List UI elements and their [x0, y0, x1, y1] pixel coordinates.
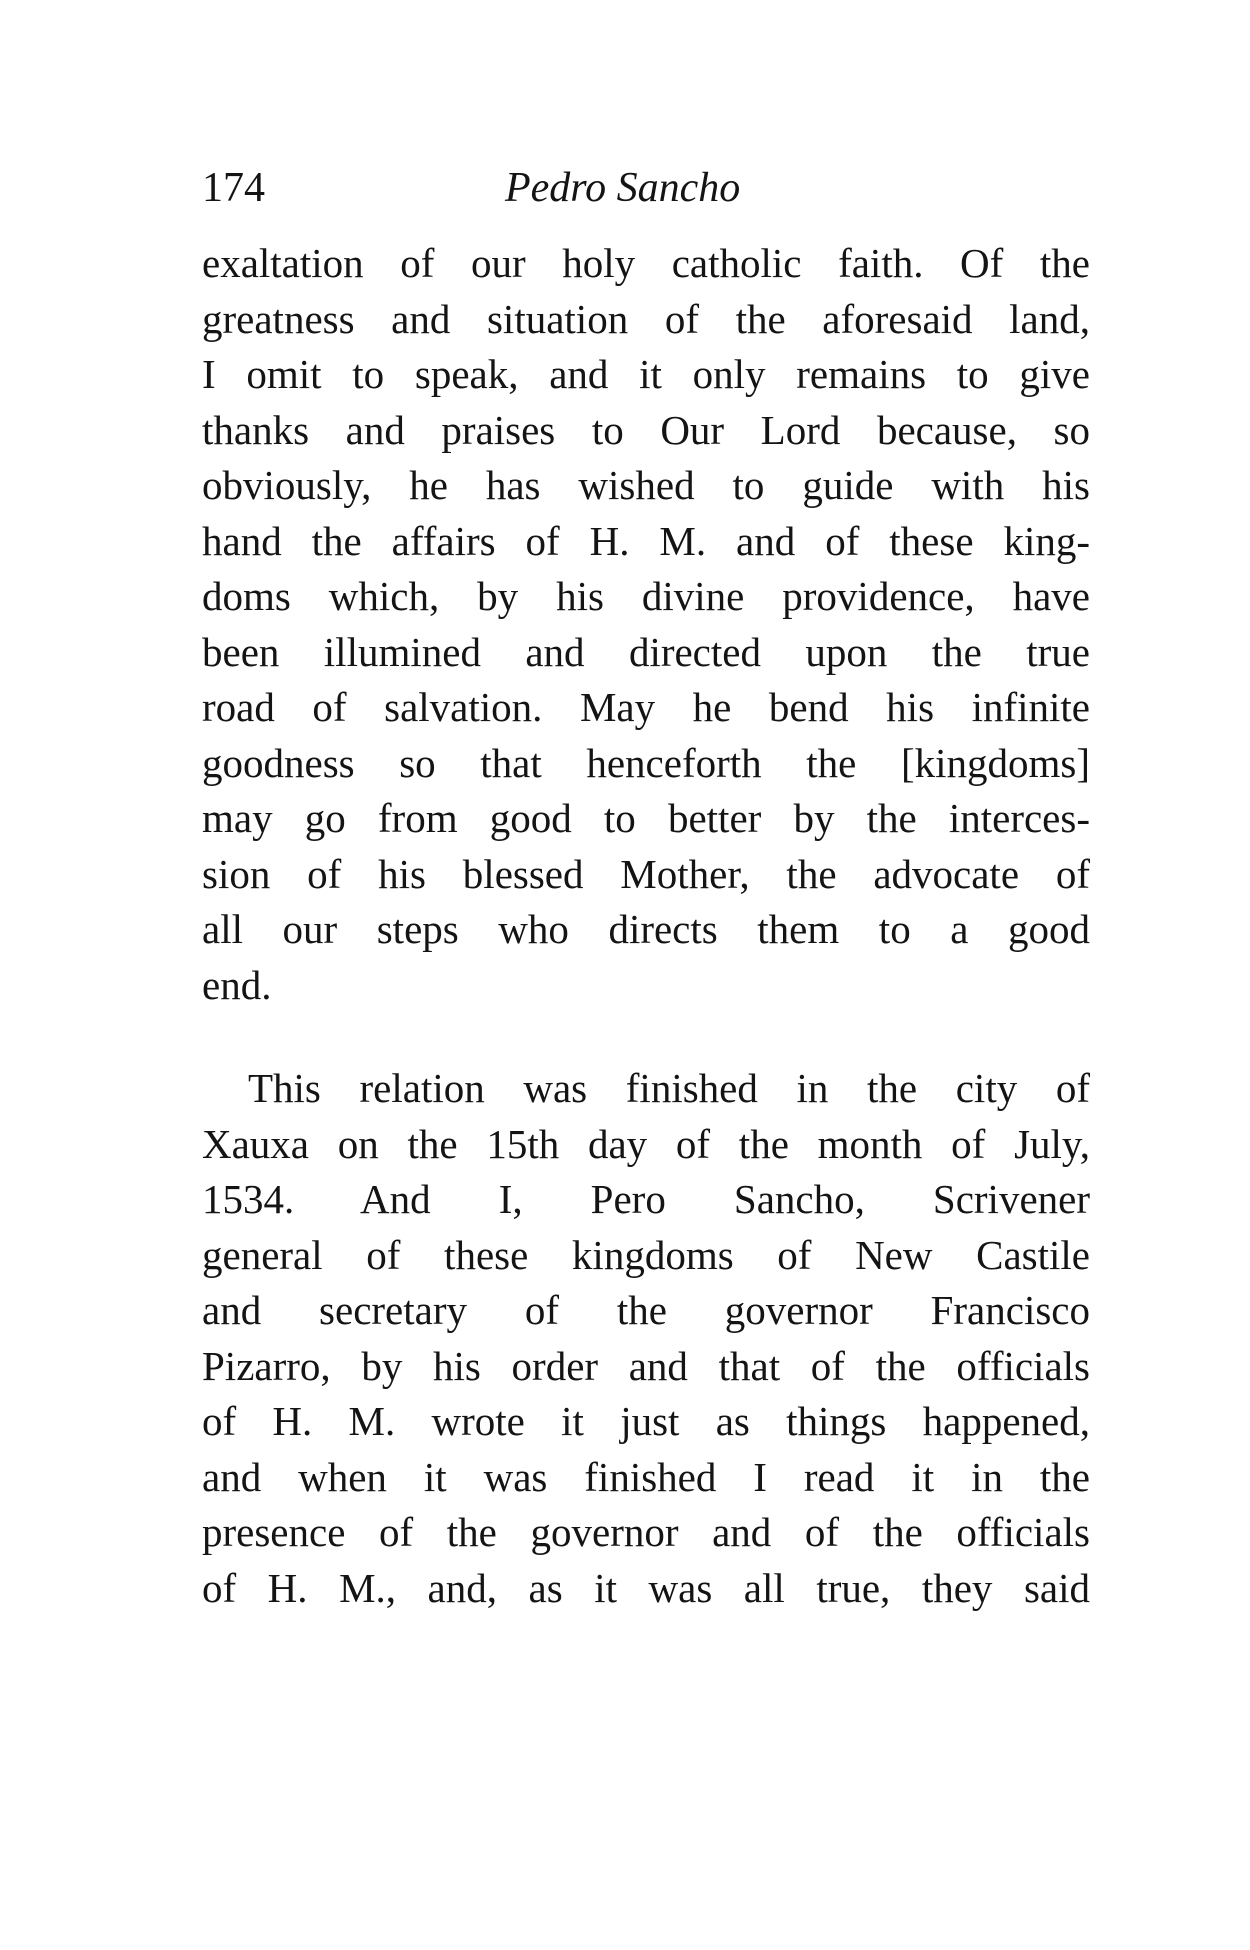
text-line: general of these kingdoms of New Castile [202, 1231, 1090, 1278]
text-line: road of salvation. May he bend his infinite [202, 684, 1090, 730]
text-line: goodness so that henceforth the [kingdoms] [202, 739, 1090, 786]
text-line: Xauxa on the 15th day of the month of July, [202, 1120, 1090, 1167]
text-line: doms which, by his divine providence, have [202, 573, 1090, 619]
text-line: been illumined and directed upon the true [202, 628, 1090, 675]
running-title: Pedro Sancho [505, 165, 741, 211]
text-line: end. [202, 961, 272, 1008]
text-line: presence of the governor and of the officials [202, 1509, 1090, 1555]
paragraph-gap [202, 1013, 1090, 1061]
text-line: I omit to speak, and it only remains to give [202, 351, 1090, 397]
text-line: greatness and situation of the aforesaid land, [202, 295, 1090, 342]
text-line: of H. M., and, as it was all true, they said [202, 1564, 1090, 1611]
text-line: all our steps who directs them to a good [202, 906, 1090, 952]
text-line: of H. M. wrote it just as things happened, [202, 1398, 1090, 1444]
paragraph-2 [202, 1061, 1090, 1616]
text-line: exaltation of our holy catholic faith. Of the [202, 240, 1090, 286]
text-line: may go from good to better by the interces- [202, 795, 1090, 841]
text-line: This relation was finished in the city of [248, 1065, 1090, 1111]
text-line: thanks and praises to Our Lord because, so [202, 406, 1090, 453]
text-line: Pizarro, by his order and that of the officials [202, 1342, 1090, 1389]
body-text [202, 236, 1090, 1616]
text-line: sion of his blessed Mother, the advocate of [202, 850, 1090, 897]
page-number: 174 [202, 165, 265, 211]
text-line: obviously, he has wished to guide with his [202, 462, 1090, 508]
text-line: and secretary of the governor Francisco [202, 1287, 1090, 1333]
paragraph-1 [202, 236, 1090, 1013]
text-line: 1534. And I, Pero Sancho, Scrivener [202, 1176, 1090, 1222]
text-line: hand the affairs of H. M. and of these king- [202, 517, 1090, 564]
text-line: and when it was finished I read it in the [202, 1453, 1090, 1500]
running-head [202, 158, 1092, 218]
